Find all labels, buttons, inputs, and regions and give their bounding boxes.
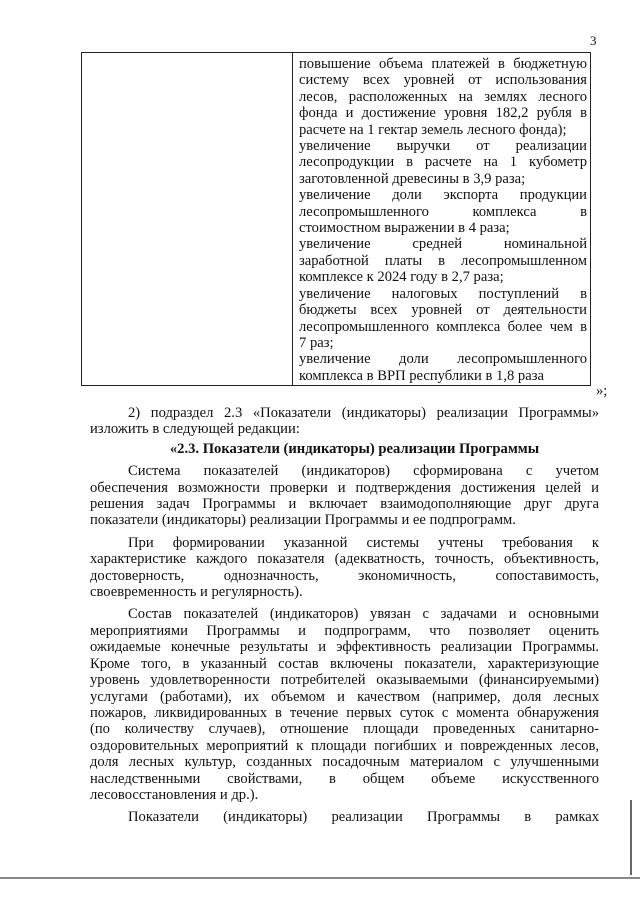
text-line: достоверность, однозначность, экономичность, сопоставимость, [90,567,599,584]
table-line: увеличение налоговых поступлений в [299,285,587,302]
table-left-cell [82,53,293,386]
text-line: лесовосстановления и др.). [90,786,259,803]
text-line: пожаров, ликвидированных в течение первых суток с момента обнаружения [90,704,599,721]
table-line: заработной платы в лесопромышленном [299,252,587,269]
text-line: (по количеству случаев), отношение площади проведенных санитарно- [90,721,599,738]
text-line: изложить в следующей редакции: [90,421,300,438]
table-line: лесопродукции в расчете на 1 кубометр [299,154,587,171]
table-line: комплексе к 2024 году в 2,7 раза; [299,269,504,286]
paragraph [90,606,599,803]
scan-edge-line [630,800,632,875]
paragraph [90,535,599,601]
table-line: увеличение выручки от реализации [299,138,587,155]
text-line: мероприятиями Программы и подпрограмм, что позволяет оценить [90,622,599,639]
table-line: лесопромышленного комплекса более чем в [299,318,587,335]
text-line: уровень удовлетворенности потребителей оказываемыми (финансируемыми) [90,672,599,689]
table-line: увеличение доли лесопромышленного [299,351,587,368]
table-line: комплекса в ВРП республики в 1,8 раза [299,367,544,384]
paragraph [90,809,599,825]
text-line: Состав показателей (индикаторов) увязан с задачами и основными [128,606,599,623]
targets-table [81,52,591,386]
table-line: расчете на 1 гектар земель лесного фонда); [299,121,567,138]
text-line: При формировании указанной системы учтены требования к [128,534,599,551]
text-line: своевременность и регулярность). [90,584,303,601]
text-line: наследственными свойствами, в общем объеме искусственного [90,770,599,787]
text-line: показатели (индикаторы) реализации Программы и ее подпрограмм. [90,512,516,529]
text-line: решения задач Программы и включает взаимодополняющие друг друга [90,496,599,513]
intro-paragraph [90,405,599,438]
table-line: увеличение средней номинальной [299,236,587,253]
text-line: услугами (работами), их объемом и качеством (например, доля лесных [90,688,599,705]
table-line: заготовленной древесины в 3,9 раза; [299,170,526,187]
text-line: Система показателей (индикаторов) сформирована с учетом [128,463,599,480]
text-line: ожидаемые конечные результаты и эффективность реализации Программы. [90,639,599,656]
section-heading: «2.3. Показатели (индикаторы) реализации Программы [169,440,540,457]
document-body [90,405,599,826]
table-row [82,53,591,386]
closing-quote-mark: »; [596,383,608,399]
table-line: лесов, расположенных на землях лесного [299,88,587,105]
table-right-cell [293,53,591,386]
table-line: повышение объема платежей в бюджетную [299,56,587,72]
text-line: Показатели (индикаторы) реализации Программы в рамках [128,809,599,826]
table-line: лесопромышленного комплекса в [299,203,587,220]
table-line: бюджеты всех уровней от деятельности [299,302,587,319]
paragraph [90,463,599,529]
table-line: фонда и достижение уровня 182,2 рубля в [299,105,587,122]
table-line: увеличение доли экспорта продукции [299,187,587,204]
text-line: Кроме того, в указанный состав включены показатели, характеризующие [90,655,599,672]
table-line: систему всех уровней от использования [299,72,587,89]
text-line: обеспечения возможности проверки и подтверждения достижения целей и [90,479,599,496]
page-number: 3 [590,33,597,48]
table-line: 7 раз; [299,334,334,351]
text-line: доля лесных культур, созданных посадочным материалом с улучшенными [90,754,599,771]
table-line: стоимостном выражении в 4 раза; [299,220,510,237]
text-line: 2) подраздел 2.3 «Показатели (индикаторы) реализации Программы» [128,405,599,421]
scan-bottom-line [0,877,640,879]
text-line: характеристике каждого показателя (адекватность, точность, объективность, [90,551,599,568]
text-line: оздоровительных мероприятий к площади погибших и поврежденных лесов, [90,737,599,754]
